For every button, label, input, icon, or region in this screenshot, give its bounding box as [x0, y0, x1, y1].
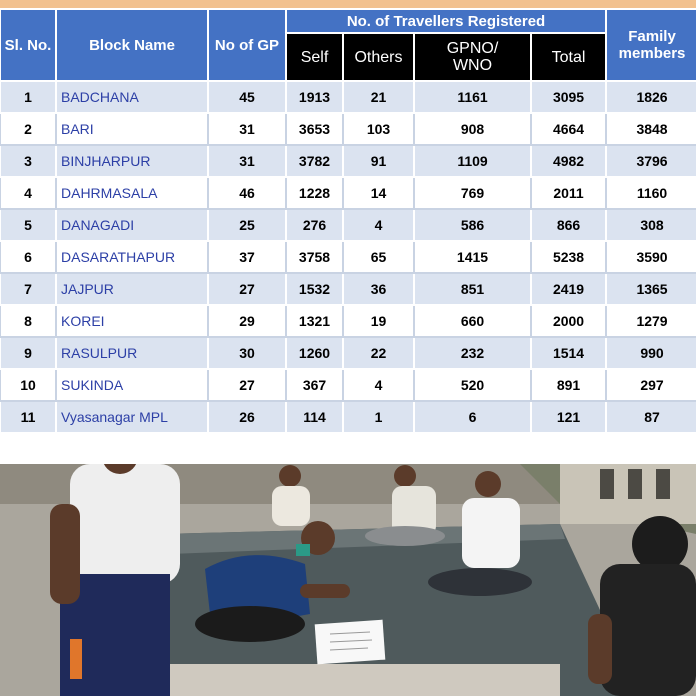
- header-gpno-wno: GPNO/ WNO: [414, 33, 531, 81]
- header-travellers-registered: No. of Travellers Registered: [286, 9, 606, 33]
- cell-sl-no: 3: [0, 145, 56, 177]
- cell-no-of-gp: 27: [208, 273, 286, 305]
- travellers-table-container: [0, 8, 696, 464]
- cell-gpno-wno: 520: [414, 369, 531, 401]
- cell-others: 103: [343, 113, 414, 145]
- cell-others: 22: [343, 337, 414, 369]
- cell-total: 2419: [531, 273, 606, 305]
- table-row: [0, 81, 696, 113]
- header-total: Total: [531, 33, 606, 81]
- cell-self: 1260: [286, 337, 343, 369]
- cell-self: 114: [286, 401, 343, 433]
- cell-gpno-wno: 1109: [414, 145, 531, 177]
- cell-total: 121: [531, 401, 606, 433]
- cell-no-of-gp: 25: [208, 209, 286, 241]
- cell-no-of-gp: 26: [208, 401, 286, 433]
- cell-total: 2011: [531, 177, 606, 209]
- cell-total: 4664: [531, 113, 606, 145]
- cell-self: 367: [286, 369, 343, 401]
- cell-sl-no: 1: [0, 81, 56, 113]
- cell-sl-no: 5: [0, 209, 56, 241]
- cell-gpno-wno: 586: [414, 209, 531, 241]
- header-self: Self: [286, 33, 343, 81]
- table-row: [0, 209, 696, 241]
- cell-block-name: BADCHANA: [56, 81, 208, 113]
- cell-total: 2000: [531, 305, 606, 337]
- top-banner-strip: [0, 0, 696, 8]
- cell-sl-no: 11: [0, 401, 56, 433]
- cell-others: 1: [343, 401, 414, 433]
- cell-gpno-wno: 6: [414, 401, 531, 433]
- cell-others: 4: [343, 209, 414, 241]
- header-sl-no: Sl. No.: [0, 9, 56, 81]
- cell-others: 36: [343, 273, 414, 305]
- cell-sl-no: 2: [0, 113, 56, 145]
- cell-sl-no: 7: [0, 273, 56, 305]
- cell-total: 1514: [531, 337, 606, 369]
- cell-total: 891: [531, 369, 606, 401]
- cell-others: 65: [343, 241, 414, 273]
- table-row: [0, 241, 696, 273]
- cell-family-members: 3590: [606, 241, 696, 273]
- cell-family-members: 990: [606, 337, 696, 369]
- header-block-name: Block Name: [56, 9, 208, 81]
- cell-block-name: JAJPUR: [56, 273, 208, 305]
- cell-sl-no: 4: [0, 177, 56, 209]
- cell-no-of-gp: 27: [208, 369, 286, 401]
- cell-no-of-gp: 30: [208, 337, 286, 369]
- cell-self: 1532: [286, 273, 343, 305]
- cell-gpno-wno: 908: [414, 113, 531, 145]
- cell-others: 14: [343, 177, 414, 209]
- cell-others: 19: [343, 305, 414, 337]
- header-no-of-gp: No of GP: [208, 9, 286, 81]
- cell-no-of-gp: 31: [208, 113, 286, 145]
- cell-block-name: DANAGADI: [56, 209, 208, 241]
- table-row: [0, 273, 696, 305]
- cell-family-members: 1826: [606, 81, 696, 113]
- travellers-table: [0, 8, 696, 434]
- cell-others: 4: [343, 369, 414, 401]
- cell-gpno-wno: 1415: [414, 241, 531, 273]
- cell-total: 866: [531, 209, 606, 241]
- cell-family-members: 3796: [606, 145, 696, 177]
- cell-sl-no: 6: [0, 241, 56, 273]
- table-row: [0, 401, 696, 433]
- cell-block-name: DAHRMASALA: [56, 177, 208, 209]
- cell-family-members: 297: [606, 369, 696, 401]
- cell-gpno-wno: 769: [414, 177, 531, 209]
- cell-self: 3758: [286, 241, 343, 273]
- cell-no-of-gp: 45: [208, 81, 286, 113]
- cell-family-members: 1365: [606, 273, 696, 305]
- table-row: [0, 177, 696, 209]
- table-row: [0, 369, 696, 401]
- volunteers-photo: [0, 464, 696, 696]
- cell-self: 3782: [286, 145, 343, 177]
- cell-gpno-wno: 232: [414, 337, 531, 369]
- cell-no-of-gp: 37: [208, 241, 286, 273]
- cell-family-members: 87: [606, 401, 696, 433]
- cell-total: 3095: [531, 81, 606, 113]
- cell-gpno-wno: 1161: [414, 81, 531, 113]
- cell-self: 1321: [286, 305, 343, 337]
- cell-self: 3653: [286, 113, 343, 145]
- table-row: [0, 145, 696, 177]
- cell-self: 1228: [286, 177, 343, 209]
- cell-block-name: Vyasanagar MPL: [56, 401, 208, 433]
- cell-gpno-wno: 851: [414, 273, 531, 305]
- cell-sl-no: 10: [0, 369, 56, 401]
- table-row: [0, 337, 696, 369]
- cell-sl-no: 8: [0, 305, 56, 337]
- cell-family-members: 1279: [606, 305, 696, 337]
- cell-block-name: RASULPUR: [56, 337, 208, 369]
- cell-no-of-gp: 29: [208, 305, 286, 337]
- cell-no-of-gp: 46: [208, 177, 286, 209]
- cell-family-members: 3848: [606, 113, 696, 145]
- header-others: Others: [343, 33, 414, 81]
- table-row: [0, 113, 696, 145]
- header-family-members: Family members: [606, 9, 696, 81]
- cell-block-name: BARI: [56, 113, 208, 145]
- cell-gpno-wno: 660: [414, 305, 531, 337]
- cell-total: 5238: [531, 241, 606, 273]
- cell-no-of-gp: 31: [208, 145, 286, 177]
- cell-family-members: 308: [606, 209, 696, 241]
- cell-block-name: SUKINDA: [56, 369, 208, 401]
- cell-block-name: KOREI: [56, 305, 208, 337]
- cell-others: 21: [343, 81, 414, 113]
- cell-self: 276: [286, 209, 343, 241]
- cell-others: 91: [343, 145, 414, 177]
- table-row: [0, 305, 696, 337]
- cell-self: 1913: [286, 81, 343, 113]
- cell-block-name: BINJHARPUR: [56, 145, 208, 177]
- cell-family-members: 1160: [606, 177, 696, 209]
- cell-block-name: DASARATHAPUR: [56, 241, 208, 273]
- cell-total: 4982: [531, 145, 606, 177]
- cell-sl-no: 9: [0, 337, 56, 369]
